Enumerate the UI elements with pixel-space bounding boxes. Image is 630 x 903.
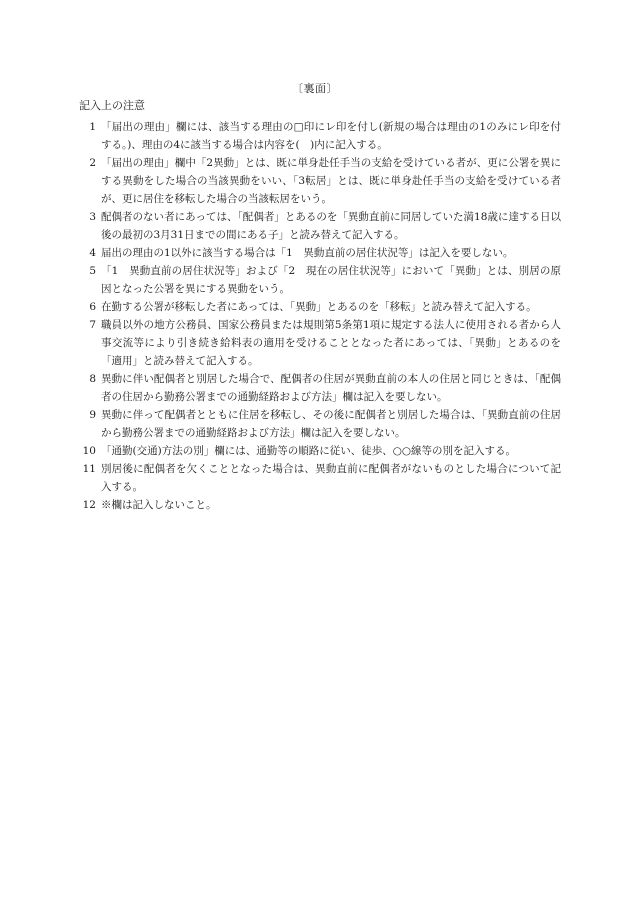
note-item (79, 298, 561, 316)
note-text: 別居後に配偶者を欠くこととなった場合は、異動直前に配偶者がないものとした場合について記入する。 (101, 463, 561, 493)
note-text: 異動に伴って配偶者とともに住居を移転し、その後に配偶者と別居した場合は、「異動直前の住居から勤務公署までの通勤経路および方法」欄は記入を要しない。 (101, 409, 561, 439)
note-text: 配偶者のない者にあっては、「配偶者」とあるのを「異動直前に同居していた満18歳に達する日以後の最初の3月31日までの間にある子」と読み替えて記入する。 (101, 211, 561, 241)
note-text: 「1 異動直前の居住状況等」および「2 現在の居住状況等」において「異動」とは、別居の原因となった公署を異にする異動をいう。 (101, 265, 561, 295)
note-number: 6 (89, 301, 96, 313)
page-title: 〔裏面〕 (292, 82, 338, 95)
note-number: 8 (89, 373, 96, 385)
note-text: 職員以外の地方公務員、国家公務員または規則第5条第1項に規定する法人に使用される者から人事交流等により引き続き給料表の適用を受けることとなった者にあっては、「異動」とあるのを「適用」と読み替えて記入する。 (101, 319, 561, 367)
note-item (79, 460, 561, 496)
note-number: 5 (89, 265, 96, 277)
note-number: 9 (89, 409, 96, 421)
note-number: 1 (89, 121, 96, 133)
note-number: 2 (89, 157, 96, 169)
note-number: 4 (89, 247, 96, 259)
note-number: 10 (82, 445, 96, 457)
notes-list (79, 118, 561, 514)
note-item (79, 154, 561, 208)
note-text: 「通勤(交通)方法の別」欄には、通勤等の順路に従い、徒歩、○○線等の別を記入する。 (101, 445, 517, 457)
note-item (79, 406, 561, 442)
note-item (79, 262, 561, 298)
note-item (79, 244, 561, 262)
note-item (79, 316, 561, 370)
note-text: 異動に伴い配偶者と別居した場合で、配偶者の住居が異動直前の本人の住居と同じときは、「配偶者の住居から勤務公署までの通勤経路および方法」欄は記入を要しない。 (101, 373, 561, 403)
note-item (79, 208, 561, 244)
note-item (79, 370, 561, 406)
note-text: 届出の理由の1以外に該当する場合は「1 異動直前の居住状況等」は記入を要しない。 (101, 247, 514, 259)
note-number: 11 (82, 463, 96, 475)
note-number: 12 (82, 499, 96, 511)
note-text: 「届出の理由」欄中「2異動」とは、既に単身赴任手当の支給を受けている者が、更に公署を異にする異動をした場合の当該異動をいい、「3転居」とは、既に単身赴任手当の支給を受けている者が、更に居住を移転した場合の当該転居をいう。 (101, 157, 561, 205)
note-text: 「届出の理由」欄には、該当する理由の□印にレ印を付し(新規の場合は理由の1のみにレ印を付する。)、理由の4に該当する場合は内容を( )内に記入する。 (101, 121, 561, 151)
note-number: 7 (89, 319, 96, 331)
note-text: ※欄は記入しないこと。 (101, 499, 217, 511)
section-heading: 記入上の注意 (79, 99, 145, 112)
note-text: 在勤する公署が移転した者にあっては、「異動」とあるのを「移転」と読み替えて記入する。 (101, 301, 537, 313)
note-number: 3 (89, 211, 96, 223)
note-item (79, 442, 561, 460)
note-item (79, 496, 561, 514)
note-item (79, 118, 561, 154)
